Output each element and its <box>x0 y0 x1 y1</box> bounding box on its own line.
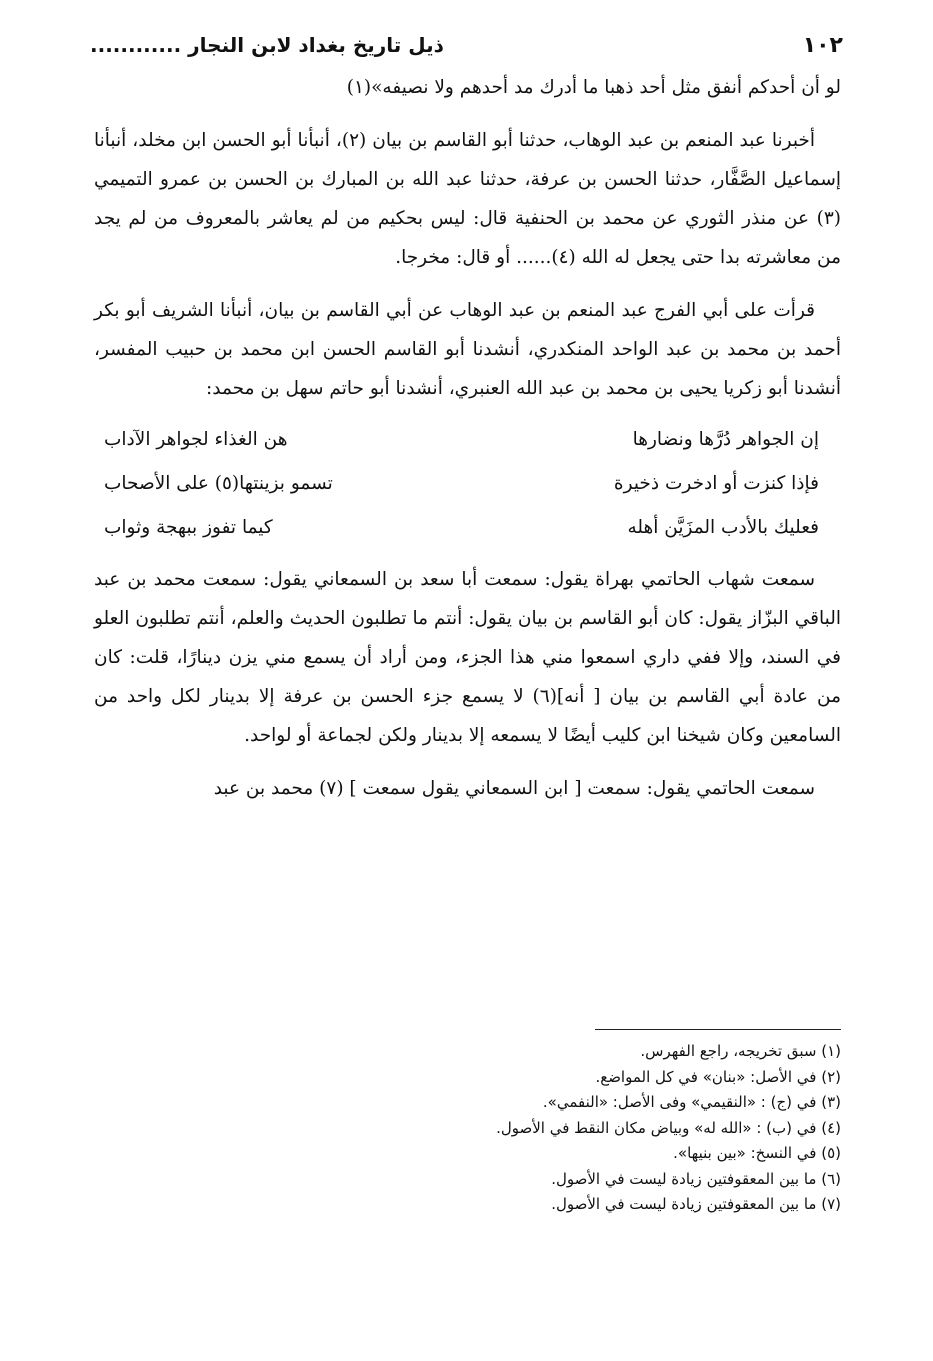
poem-verse <box>94 506 841 550</box>
verse-first-hemistich: فعليك بالأدب المزَيَّن أهله <box>627 517 819 538</box>
poem <box>94 418 841 550</box>
footnote: (٧) ما بين المعقوفتين زيادة ليست في الأصول. <box>551 1195 841 1213</box>
footnote: (٤) في (ب) : «الله له» وبياض مكان النقط في الأصول. <box>496 1118 841 1137</box>
page-number: ١٠٢ <box>802 33 843 58</box>
footnote-separator <box>595 1029 841 1030</box>
footnote: (٣) في (ج) : «النقيمي» وفى الأصل: «النفمي». <box>542 1093 841 1111</box>
verse-second-hemistich: هن الغذاء لجواهر الآداب <box>104 429 288 450</box>
poem-verse <box>94 462 841 506</box>
paragraph-3: قرأت على أبي الفرج عبد المنعم بن عبد الوهاب عن أبي القاسم بن بيان، أنبأنا الشريف أبو بكر أحمد بن محمد بن عبد الواحد المنكدري، أنشدنا أبو القاسم الحسن ابن محمد بن حبيب المفسر، أنشدنا أبو زكريا يحيى بن محمد بن عبد الله العنبري، أنشدنا أبو حاتم سهل بن محمد: <box>94 300 841 399</box>
footnote: (٥) في النسخ: «بين بنيها». <box>673 1144 841 1162</box>
paragraph-4: سمعت شهاب الحاتمي بهراة يقول: سمعت أبا سعد بن السمعاني يقول: سمعت محمد بن عبد الباقي البزّاز يقول: كان أبو القاسم بن بيان يقول: أنتم ما تطلبون الحديث والعلم، أنتم تطلبون العلو في السند، وإلا ففي داري اسمعوا مني هذا الجزء، ومن أراد أن يسمع مني يزن دينارًا، قلت: كان من عادة أبي القاسم بن بيان [ أنه](٦) لا يسمع جزء الحسن بن عرفة إلا بدينار لكل واحد من السامعين وكان شيخنا ابن كليب أيضًا لا يسمعه إلا بدينار ولكن لجماعة أو لواحد. <box>94 569 841 746</box>
verse-second-hemistich: تسمو بزينتها(٥) على الأصحاب <box>104 473 333 494</box>
page-header <box>90 30 843 61</box>
verse-first-hemistich: إن الجواهر دُرَّها ونضارها <box>632 429 819 450</box>
footnote: (٢) في الأصل: «بنان» في كل المواضع. <box>595 1067 841 1086</box>
footnotes <box>300 1039 841 1218</box>
footnote: (١) سبق تخريجه، راجع الفهرس. <box>640 1042 841 1060</box>
paragraph-2: أخبرنا عبد المنعم بن عبد الوهاب، حدثنا أبو القاسم بن بيان (٢)، أنبأنا أبو الحسن ابن مخلد، أنبأنا إسماعيل الصَّفَّار، حدثنا الحسن بن عرفة، حدثنا عبد الله بن المبارك بن الحسن بن عمرو التميمي (٣) عن منذر الثوري عن محمد بن الحنفية قال: ليس بحكيم من لم يعاشر بالمعروف من لم يجد من معاشرته بدا حتى يجعل له الله (٤)...... أو قال: مخرجا. <box>94 130 841 268</box>
poem-verse <box>94 418 841 462</box>
paragraph-1: لو أن أحدكم أنفق مثل أحد ذهبا ما أدرك مد أحدهم ولا نصيفه»(١) <box>346 77 841 98</box>
verse-second-hemistich: كيما تفوز ببهجة وثواب <box>104 517 273 538</box>
page-body <box>94 68 841 808</box>
footnote: (٦) ما بين المعقوفتين زيادة ليست في الأصول. <box>551 1169 841 1188</box>
paragraph-5: سمعت الحاتمي يقول: سمعت [ ابن السمعاني يقول سمعت ] (٧) محمد بن عبد <box>213 778 815 799</box>
verse-first-hemistich: فإذا كنزت أو ادخرت ذخيرة <box>613 473 819 494</box>
running-title: ذيل تاريخ بغداد لابن النجار ............ <box>90 33 444 57</box>
